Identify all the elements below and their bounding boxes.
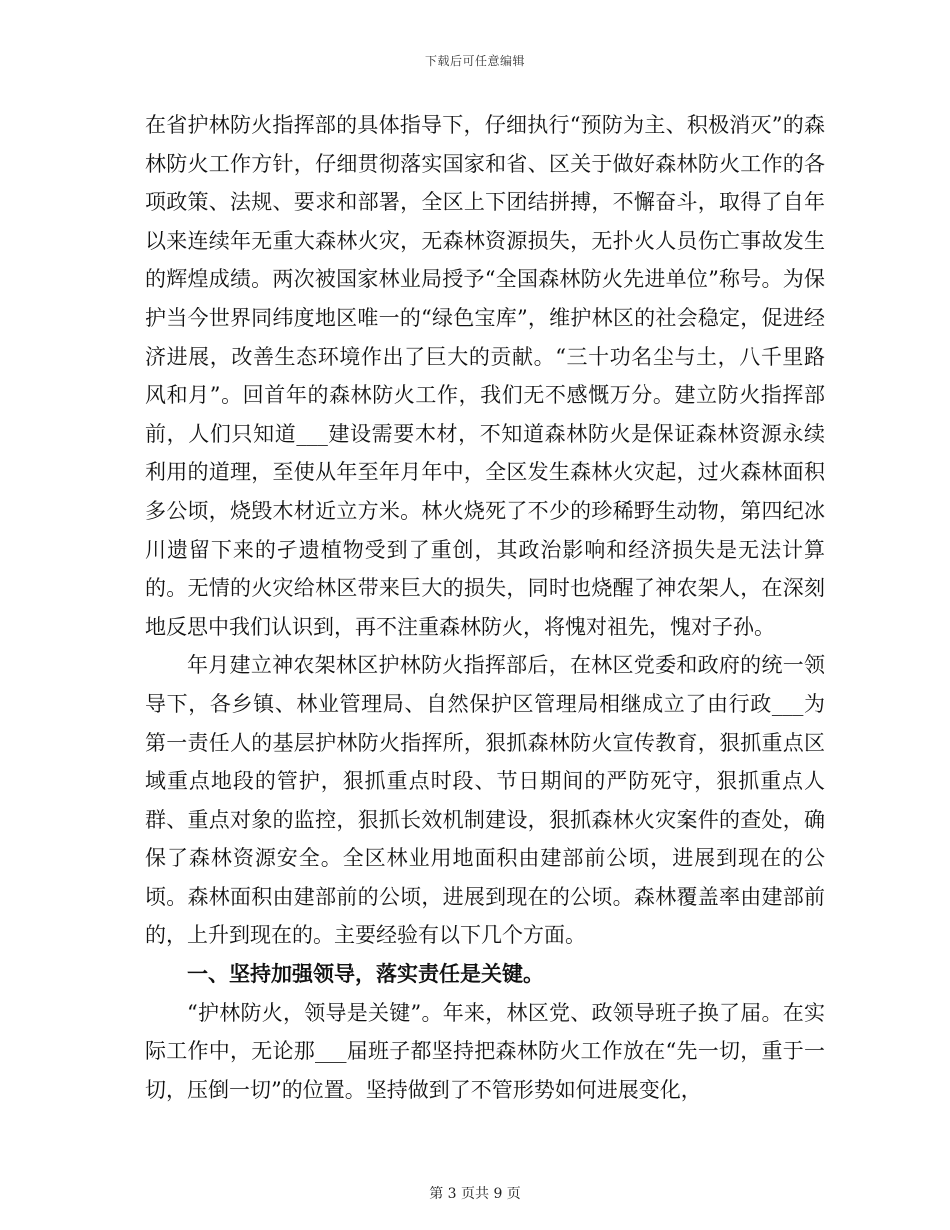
page-number: 第 3 页共 9 页	[429, 1186, 521, 1202]
section-heading-1: 一、坚持加强领导，落实责任是关键。	[187, 961, 544, 987]
paragraph-1: 在省护林防火指挥部的具体指导下，仔细执行“预防为主、积极消灭”的森林防火工作方针，仔细贯彻落实国家和省、区关于做好森林防火工作的各项政策、法规、要求和部署，全区上下团结拼搏，不懈奋斗，取得了自年以来连续年无重大森林火灾，无森林资源损失，无扑火人员伤亡事故发生的辉煌成绩。两次被国家林业局授予“全国森林防火先进单位”称号。为保护当今世界同纬度地区唯一的“绿色宝库”，维护林区的社会稳定，促进经济进展，改善生态环境作出了巨大的贡献。“三十功名尘与土，八千里路风和月”。回首年的森林防火工作，我们无不感慨万分。建立防火指挥部前，人们只知道___建设需要木材，不知道森林防火是保证森林资源永续利用的道理，至使从年至年月年中，全区发生森林火灾起，过火森林面积多公顷，烧毁木材近立方米。林火烧死了不少的珍稀野生动物，第四纪冰川遗留下来的孑遗植物受到了重创，其政治影响和经济损失是无法计算的。无情的火灾给林区带来巨大的损失，同时也烧醒了神农架人，在深刻地反思中我们认识到，再不注重森林防火，将愧对祖先，愧对子孙。	[145, 113, 825, 639]
paragraph-3: “护林防火，领导是关键”。年来，林区党、政领导班子换了届。在实际工作中，无论那___届班子都坚持把森林防火工作放在“先一切，重于一切，压倒一切”的位置。坚持做到了不管形势如何进展变化，	[145, 1000, 825, 1102]
page-header-note: 下载后可任意编辑	[424, 54, 525, 68]
paragraph-2: 年月建立神农架林区护林防火指挥部后，在林区党委和政府的统一领导下，各乡镇、林业管理局、自然保护区管理局相继成立了由行政___为第一责任人的基层护林防火指挥所，狠抓森林防火宣传教育，狠抓重点区域重点地段的管护，狠抓重点时段、节日期间的严防死守，狠抓重点人群、重点对象的监控，狠抓长效机制建设，狠抓森林火灾案件的查处，确保了森林资源安全。全区林业用地面积由建部前公顷，进展到现在的公顷。森林面积由建部前的公顷，进展到现在的公顷。森林覆盖率由建部前的，上升到现在的。主要经验有以下几个方面。	[145, 653, 825, 948]
document-body	[145, 106, 825, 1109]
